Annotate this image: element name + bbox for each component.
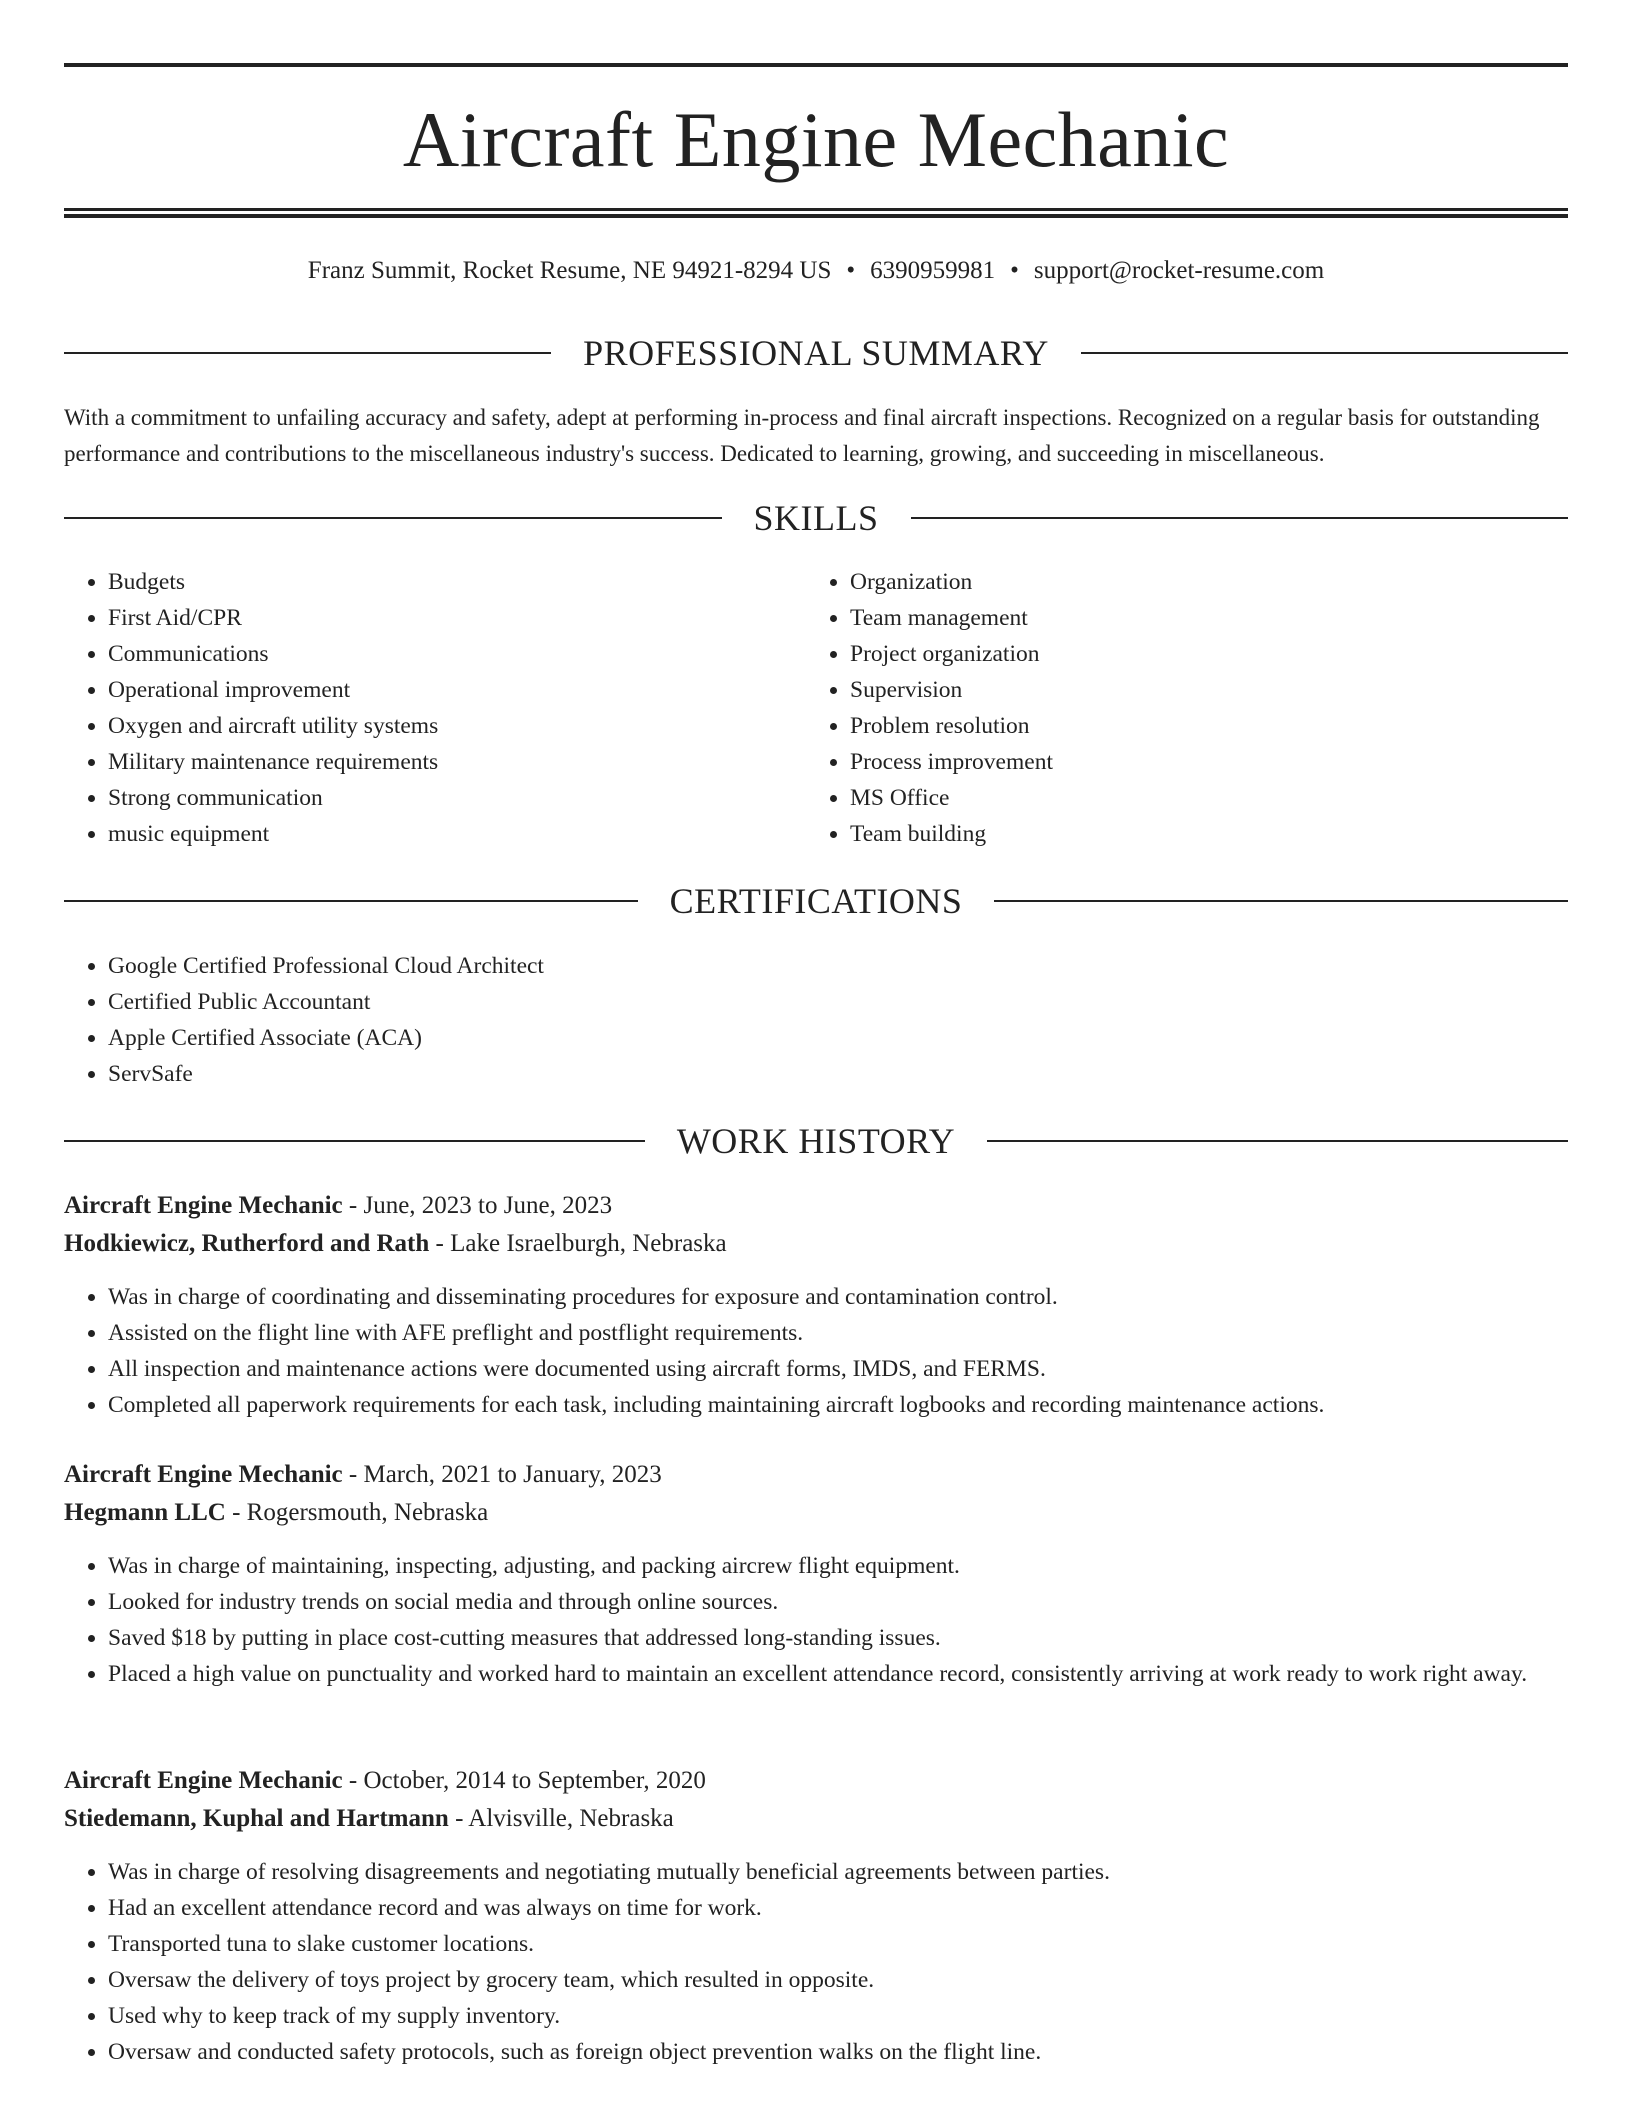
skill-item: • Budgets bbox=[108, 564, 764, 600]
heading-rule-right bbox=[987, 1140, 1568, 1142]
job-title-line bbox=[64, 1187, 1568, 1225]
section-title: WORK HISTORY bbox=[676, 1121, 956, 1161]
job-entry bbox=[64, 1456, 1568, 1692]
job-title-line bbox=[64, 1456, 1568, 1494]
skill-item: • Communications bbox=[108, 636, 764, 672]
skill-item: • Project organization bbox=[850, 636, 1506, 672]
contact-info bbox=[64, 254, 1568, 288]
skills-column-left bbox=[64, 564, 764, 852]
job-company-line bbox=[64, 1225, 1568, 1263]
job-title-line bbox=[64, 1762, 1568, 1800]
skill-item: • Operational improvement bbox=[108, 672, 764, 708]
skills-list-right bbox=[806, 564, 1506, 852]
contact-separator: • bbox=[846, 257, 856, 284]
top-divider bbox=[64, 63, 1568, 67]
certifications-list bbox=[64, 948, 1064, 1092]
section-title: SKILLS bbox=[753, 498, 879, 538]
certification-item: • Apple Certified Associate (ACA) bbox=[108, 1020, 1064, 1056]
job-bullets bbox=[64, 1548, 1568, 1692]
job-bullet: • Oversaw and conducted safety protocols, such as foreign object prevention walks on the flight line. bbox=[108, 2034, 1568, 2070]
heading-rule-right bbox=[994, 900, 1568, 902]
job-bullet: • Transported tuna to slake customer locations. bbox=[108, 1926, 1568, 1962]
skill-item: • music equipment bbox=[108, 816, 764, 852]
section-title: PROFESSIONAL SUMMARY bbox=[583, 333, 1049, 373]
summary-text: With a commitment to unfailing accuracy and safety, adept at performing in-process and final aircraft inspections. Recognized on a regular basis for outstanding performance and contributions to the miscellaneous industry's success. Dedicated to learning, growing, and succeeding in miscellaneous. bbox=[64, 405, 1540, 466]
job-bullet: • Used why to keep track of my supply inventory. bbox=[108, 1998, 1568, 2034]
certification-item: • Certified Public Accountant bbox=[108, 984, 1064, 1020]
job-company: Hodkiewicz, Rutherford and Rath bbox=[64, 1230, 430, 1257]
job-location: - Alvisville, Nebraska bbox=[448, 1805, 674, 1832]
skill-item: • Team management bbox=[850, 600, 1506, 636]
section-title: CERTIFICATIONS bbox=[669, 881, 963, 921]
heading-rule-right bbox=[1081, 352, 1568, 354]
job-title: Aircraft Engine Mechanic bbox=[64, 1767, 343, 1794]
job-bullet: • Was in charge of coordinating and disseminating procedures for exposure and contamination control. bbox=[108, 1279, 1568, 1315]
job-title: Aircraft Engine Mechanic bbox=[64, 1192, 343, 1219]
certifications-bullets bbox=[64, 948, 1064, 1092]
job-bullet: • Saved $18 by putting in place cost-cutting measures that addressed long-standing issues. bbox=[108, 1620, 1568, 1656]
title-double-divider bbox=[64, 208, 1568, 218]
job-bullet: • Placed a high value on punctuality and worked hard to maintain an excellent attendance record, consistently arriving at work ready to work right away. bbox=[108, 1656, 1568, 1692]
job-dates: - June, 2023 to June, 2023 bbox=[342, 1192, 613, 1219]
job-company-line bbox=[64, 1800, 1568, 1838]
skills-list-left bbox=[64, 564, 764, 852]
skill-item: • Process improvement bbox=[850, 744, 1506, 780]
contact-separator: • bbox=[1010, 257, 1019, 284]
job-company-line bbox=[64, 1494, 1568, 1532]
job-bullets bbox=[64, 1279, 1568, 1423]
skill-item: • First Aid/CPR bbox=[108, 600, 764, 636]
job-location: - Rogersmouth, Nebraska bbox=[225, 1499, 489, 1526]
job-company: Stiedemann, Kuphal and Hartmann bbox=[64, 1805, 449, 1832]
certification-item: • Google Certified Professional Cloud Architect bbox=[108, 948, 1064, 984]
job-bullet: • Completed all paperwork requirements for each task, including maintaining aircraft logbooks and recording maintenance actions. bbox=[108, 1387, 1568, 1423]
page-title: Aircraft Engine Mechanic bbox=[402, 96, 1230, 183]
certifications-heading bbox=[64, 879, 1568, 923]
skills-column-right bbox=[806, 564, 1506, 852]
job-bullet: • Had an excellent attendance record and was always on time for work. bbox=[108, 1890, 1568, 1926]
heading-rule-left bbox=[64, 1140, 645, 1142]
job-bullet: • Was in charge of resolving disagreements and negotiating mutually beneficial agreements between parties. bbox=[108, 1854, 1568, 1890]
job-entry bbox=[64, 1187, 1568, 1423]
title-block bbox=[64, 90, 1568, 190]
job-bullet: • All inspection and maintenance actions were documented using aircraft forms, IMDS, and FERMS. bbox=[108, 1351, 1568, 1387]
job-bullet: • Assisted on the flight line with AFE preflight and postflight requirements. bbox=[108, 1315, 1568, 1351]
heading-rule-left bbox=[64, 352, 551, 354]
job-bullet: • Was in charge of maintaining, inspecting, adjusting, and packing aircrew flight equipment. bbox=[108, 1548, 1568, 1584]
contact-email[interactable]: support@rocket-resume.com bbox=[1033, 257, 1325, 284]
summary-heading bbox=[64, 331, 1568, 375]
job-bullet: • Oversaw the delivery of toys project by grocery team, which resulted in opposite. bbox=[108, 1962, 1568, 1998]
skill-item: • Organization bbox=[850, 564, 1506, 600]
job-title: Aircraft Engine Mechanic bbox=[64, 1461, 343, 1488]
contact-address: Franz Summit, Rocket Resume, NE 94921-8294 US bbox=[307, 257, 832, 284]
skill-item: • Team building bbox=[850, 816, 1506, 852]
skill-item: • Supervision bbox=[850, 672, 1506, 708]
skills-heading bbox=[64, 496, 1568, 540]
job-dates: - October, 2014 to September, 2020 bbox=[342, 1767, 706, 1794]
skill-item: • Problem resolution bbox=[850, 708, 1506, 744]
skill-item: • Oxygen and aircraft utility systems bbox=[108, 708, 764, 744]
heading-rule-left bbox=[64, 900, 638, 902]
job-bullets bbox=[64, 1854, 1568, 2070]
contact-phone: 6390959981 bbox=[870, 257, 996, 284]
job-location: - Lake Israelburgh, Nebraska bbox=[429, 1230, 727, 1257]
skill-item: • MS Office bbox=[850, 780, 1506, 816]
skill-item: • Military maintenance requirements bbox=[108, 744, 764, 780]
job-bullet: • Looked for industry trends on social media and through online sources. bbox=[108, 1584, 1568, 1620]
heading-rule-right bbox=[911, 517, 1569, 519]
job-entry bbox=[64, 1762, 1568, 2070]
work-history-heading bbox=[64, 1119, 1568, 1163]
certification-item: • ServSafe bbox=[108, 1056, 1064, 1092]
heading-rule-left bbox=[64, 517, 722, 519]
job-company: Hegmann LLC bbox=[64, 1499, 226, 1526]
skill-item: • Strong communication bbox=[108, 780, 764, 816]
job-dates: - March, 2021 to January, 2023 bbox=[342, 1461, 662, 1488]
